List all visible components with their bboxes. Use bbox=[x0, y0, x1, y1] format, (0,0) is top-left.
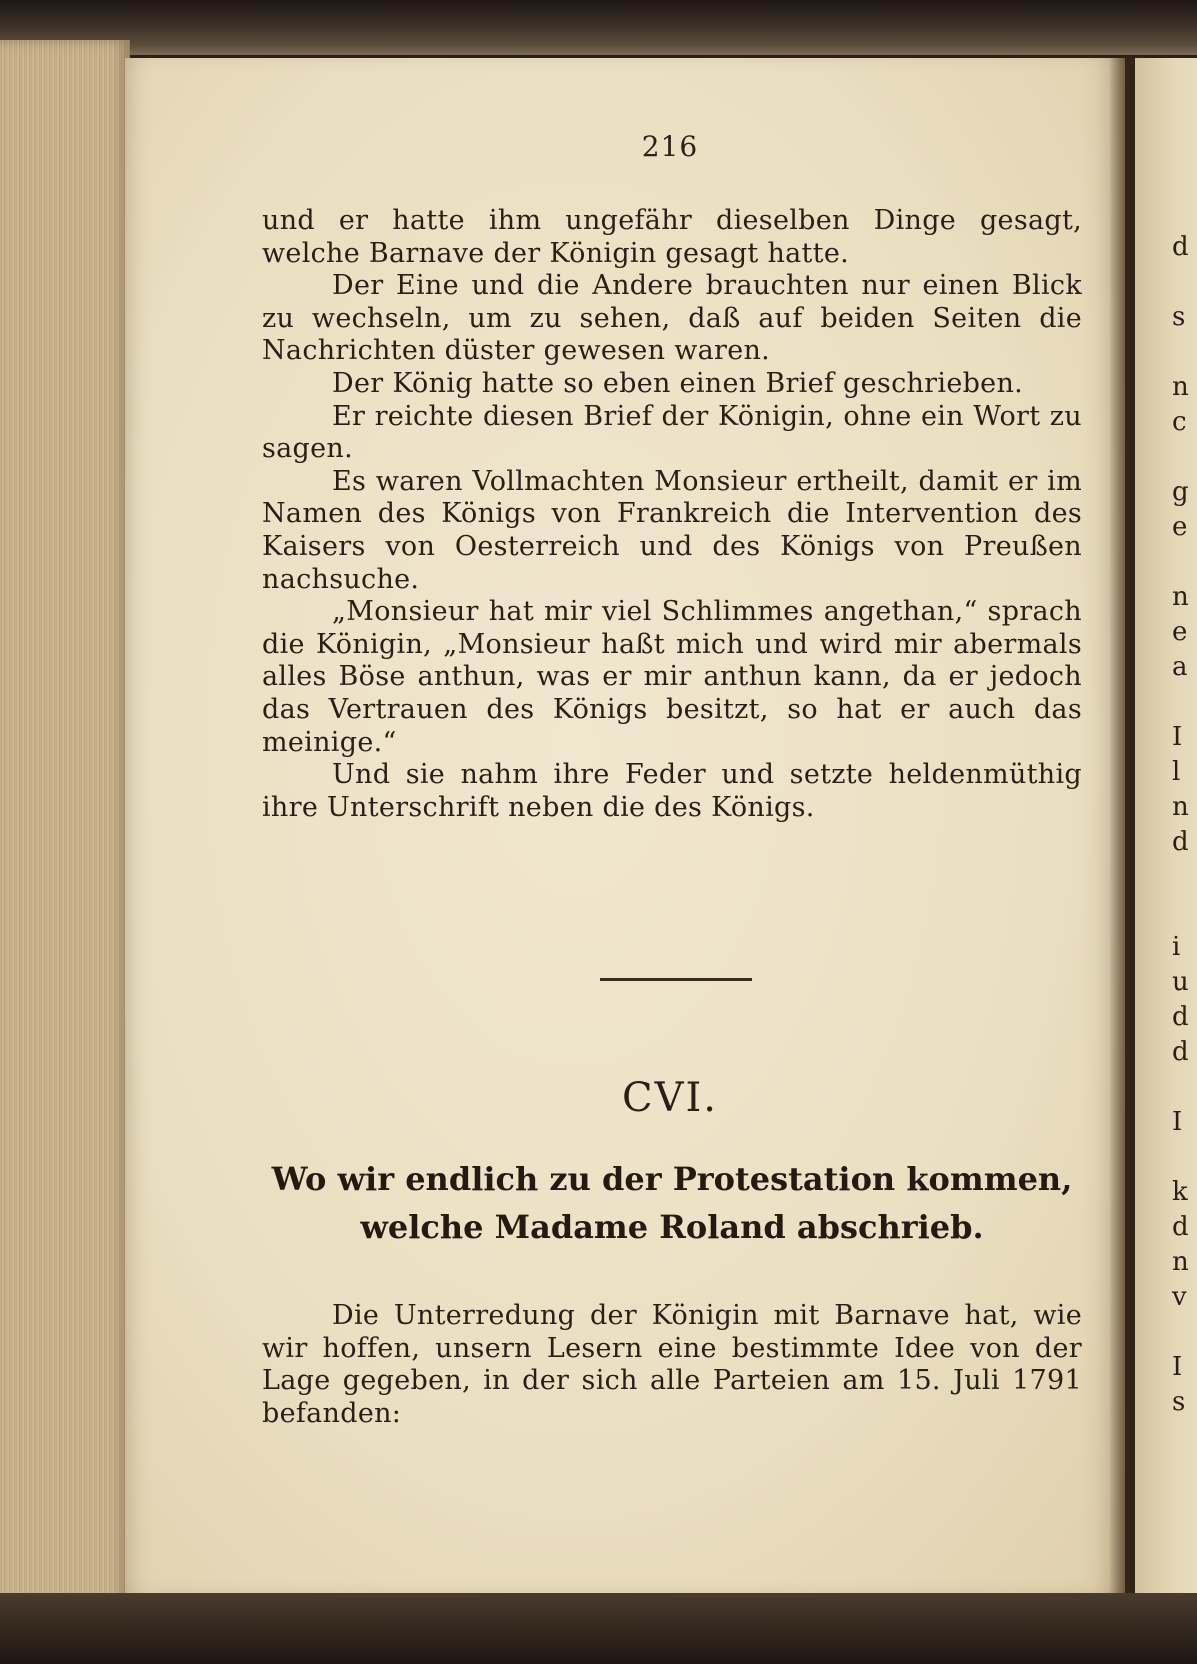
facing-page-char: a bbox=[1172, 652, 1188, 682]
paragraph: Er reichte diesen Brief der Königin, ohne ein Wort zu sagen. bbox=[262, 400, 1082, 465]
facing-page-char: d bbox=[1172, 1037, 1189, 1067]
facing-page-char: d bbox=[1172, 1212, 1189, 1242]
facing-page-char: l bbox=[1172, 757, 1181, 787]
page-number: 216 bbox=[641, 130, 699, 163]
facing-page-char: n bbox=[1172, 792, 1189, 822]
facing-page-text-fragments bbox=[1172, 230, 1197, 1420]
page-stack-edge bbox=[0, 40, 130, 1610]
facing-page-char: c bbox=[1172, 407, 1187, 437]
chapter-title bbox=[262, 1155, 1082, 1251]
chapter-number: CVI. bbox=[621, 1075, 718, 1121]
chapter-title-line-2: welche Madame Roland abschrieb. bbox=[360, 1208, 984, 1246]
facing-page-char: d bbox=[1172, 827, 1189, 857]
body-text-before-chapter bbox=[262, 205, 1082, 824]
facing-page-char: d bbox=[1172, 232, 1189, 262]
chapter-title-line-1: Wo wir endlich zu der Protestation kommen, bbox=[271, 1160, 1073, 1198]
facing-page-char bbox=[1172, 1315, 1197, 1350]
paragraph: Der König hatte so eben einen Brief geschrieben. bbox=[332, 367, 1024, 399]
facing-page-char: n bbox=[1172, 1247, 1189, 1277]
facing-page-char: I bbox=[1172, 1107, 1183, 1137]
facing-page-char: I bbox=[1172, 722, 1183, 752]
paragraph: und er hatte ihm ungefähr dieselben Dinge gesagt, welche Barnave der Königin gesagt hatte. bbox=[262, 205, 1082, 269]
section-divider-rule bbox=[600, 978, 752, 981]
paragraph: „Monsieur hat mir viel Schlimmes angethan,“ sprach die Königin, „Monsieur haßt mich und wird mir abermals alles Böse anthun, was er mir anthun kann, da er jedoch das Vertrauen des Königs besitzt, so hat er auch das meinige.“ bbox=[262, 596, 1082, 758]
facing-page-char: s bbox=[1172, 1387, 1186, 1417]
facing-page-char bbox=[1172, 685, 1197, 720]
facing-page-char bbox=[1172, 1140, 1197, 1175]
facing-page-char: k bbox=[1172, 1177, 1188, 1207]
facing-page-char: d bbox=[1172, 1002, 1189, 1032]
facing-page-char bbox=[1172, 1070, 1197, 1105]
paragraph: Die Unterredung der Königin mit Barnave hat, wie wir hoffen, unsern Lesern eine bestimmte Idee von der Lage gegeben, in der sich alle Parteien am 15. Juli 1791 befanden: bbox=[262, 1300, 1082, 1429]
facing-page-char: i bbox=[1172, 932, 1181, 962]
facing-page-char bbox=[1172, 545, 1197, 580]
facing-page-char bbox=[1172, 440, 1197, 475]
facing-page-char: I bbox=[1172, 1352, 1183, 1382]
facing-page-char: e bbox=[1172, 512, 1188, 542]
paragraph: Der Eine und die Andere brauchten nur einen Blick zu wechseln, um zu sehen, daß auf beiden Seiten die Nachrichten düster gewesen waren. bbox=[262, 270, 1082, 367]
book-top-edge bbox=[0, 0, 1197, 55]
facing-page-char: n bbox=[1172, 582, 1189, 612]
facing-page-char bbox=[1172, 895, 1197, 930]
body-text-after-chapter bbox=[262, 1300, 1082, 1430]
facing-page-char: e bbox=[1172, 617, 1188, 647]
facing-page-char bbox=[1172, 265, 1197, 300]
facing-page-char: s bbox=[1172, 302, 1186, 332]
facing-page-char: u bbox=[1172, 967, 1189, 997]
paragraph: Und sie nahm ihre Feder und setzte heldenmüthig ihre Unterschrift neben die des Königs. bbox=[262, 759, 1082, 823]
paragraph: Es waren Vollmachten Monsieur ertheilt, damit er im Namen des Königs von Frankreich die Intervention des Kaisers von Oesterreich und des Königs von Preußen nachsuche. bbox=[262, 465, 1082, 595]
facing-page-char: g bbox=[1172, 477, 1189, 507]
facing-page-char bbox=[1172, 860, 1197, 895]
book-bottom-edge bbox=[0, 1593, 1197, 1664]
facing-page-char: v bbox=[1172, 1282, 1187, 1312]
facing-page-char: n bbox=[1172, 372, 1189, 402]
facing-page-char bbox=[1172, 335, 1197, 370]
